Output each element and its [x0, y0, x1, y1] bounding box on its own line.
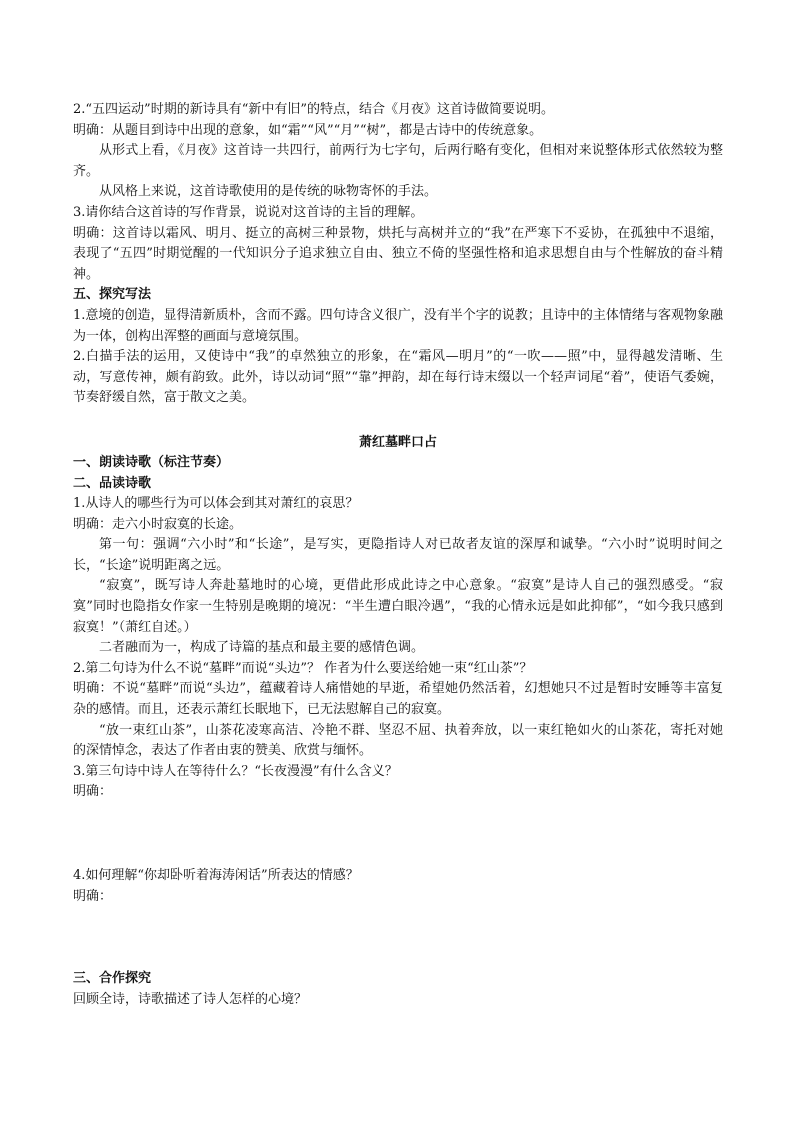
poem-question-2: 2.第二句诗为什么不说“墓畔”而说“头边”？ 作者为什么要送给她一束“红山茶”？	[73, 660, 533, 676]
poem-answer-2: 明确：不说“墓畔”而说“头边”，蕴藏着诗人痛惜她的早逝，希望她仍然活着，幻想她只不过是暂时安睡等丰富复杂的感情。而且，还表示萧红长眠地下，已无法慰解自己的寂寞。	[73, 681, 723, 718]
answer-2-style: 从风格上来说，这首诗歌使用的是传统的咏物寄怀的手法。	[99, 184, 438, 200]
poem-answer-1-para2: “寂寞”，既写诗人奔赴墓地时的心境，更借此形成此诗之中心意象。“寂寞”是诗人自己的强烈感受。“寂寞”同时也隐指女作家一生特别是晚期的境况：“半生遭白眼冷遇”，“我的心情永远是如此抑郁”，“如今我只感到寂寞！”（萧红自述。）	[73, 578, 723, 635]
poem-answer-1: 明确：走六小时寂寞的长途。	[73, 516, 243, 532]
poem-answer-1-para1: 第一句：强调“六小时”和“长途”，是写实，更隐指诗人对已故者友谊的深厚和诚挚。“六小时”说明时间之长，“长途”说明距离之远。	[73, 537, 723, 573]
poem-question-1: 1.从诗人的哪些行为可以体会到其对萧红的哀思？	[73, 496, 359, 512]
spacer	[73, 409, 723, 432]
poem-answer-4-label: 明确：	[73, 888, 113, 904]
section-3-question: 回顾全诗，诗歌描述了诗人怎样的心境？	[73, 991, 308, 1007]
answer-blank-3	[73, 803, 723, 866]
answer-2-form: 从形式上看，《月夜》这首诗一共四行，前两行为七字句，后两行略有变化，但相对来说整体形式依然较为整齐。	[73, 143, 723, 179]
section-2-heading: 二、品读诗歌	[73, 475, 152, 491]
poem-question-3: 3.第三句诗中诗人在等待什么？“长夜漫漫”有什么含义？	[73, 763, 398, 779]
answer-3: 明确：这首诗以霜风、明月、挺立的高树三种景物，烘托与高树并立的“我”在严寒下不妥协，在孤独中不退缩，表现了“五四”时期觉醒的一代知识分子追求独立自由、独立不倚的坚强性格和追求思想自由与个性解放的奋斗精神。	[73, 225, 723, 282]
poem-question-4: 4.如何理解“你却卧听着海涛闲话”所表达的情感？	[73, 868, 359, 883]
poem-answer-2-para: “放一束红山茶”，山茶花凌寒高洁、冷艳不群、坚忍不屈、执着奔放，以一束红艳如火的山茶花，寄托对她的深情悼念，表达了作者由衷的赞美、欣赏与缅怀。	[73, 722, 723, 759]
writing-point-1: 1.意境的创造，显得清新质朴，含而不露。四句诗含义很广，没有半个字的说教；且诗中的主体情绪与客观物象融为一体，创构出浑整的画面与意境氛围。	[73, 307, 723, 344]
writing-point-2: 2.白描手法的运用，又使诗中“我”的卓然独立的形象，在“霜风—明月”的“一吹——照”中，显得越发清晰、生动，写意传神，颇有韵致。此外，诗以动词“照”“靠”押韵，却在每行诗末缀以一个轻声词尾“着”，使语气委婉，节奏舒缓自然，富于散文之美。	[73, 349, 723, 406]
question-2: 2.“五四运动”时期的新诗具有“新中有旧”的特点，结合《月夜》这首诗做简要说明。	[73, 102, 554, 117]
poem-title: 萧红墓畔口占	[358, 434, 437, 450]
poem-answer-3-label: 明确：	[73, 784, 113, 800]
document-page	[73, 100, 723, 1010]
question-3: 3.请你结合这首诗的写作背景，说说对这首诗的主旨的理解。	[73, 204, 424, 220]
answer-blank-4	[73, 907, 723, 969]
section-1-heading: 一、朗读诗歌（标注节奏）	[73, 454, 230, 470]
section-3-heading: 三、合作探究	[73, 971, 152, 987]
answer-2-line1: 明确：从题目到诗中出现的意象，如“霜”“风”“月”“树”，都是古诗中的传统意象。	[73, 122, 543, 138]
section-5-heading: 五、探究写法	[73, 287, 152, 303]
poem-answer-1-para3: 二者融而为一，构成了诗篇的基点和最主要的感情色调。	[99, 640, 425, 656]
